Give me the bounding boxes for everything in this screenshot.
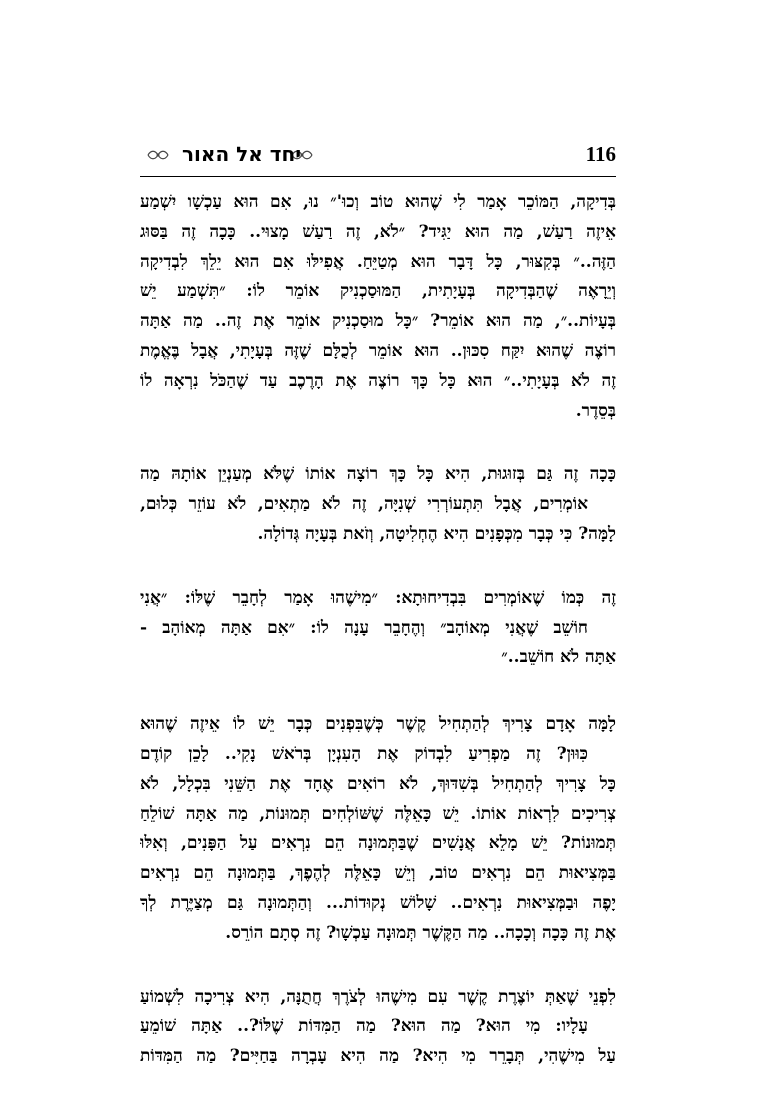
running-title: יחד אל האור [182,142,302,166]
text-line: תְּמוּנוֹת? יֵשׁ מָלֵא אֲנָשִׁים שֶׁבַּתְּמוּנָה הֵם נִרְאִים עַל הַפָּנִים, וְאִלּוּ [140,833,616,854]
text-line: זֶה לֹא בְּעָיָתִי..״ הוּא כָּל כָּךְ רוֹצֶה אֶת הָרֶכֶב עַד שֶׁהַכֹּל נִרְאָה לוֹ [140,370,616,391]
text-line: כָּכָה זֶה גַּם בְּזוּגוּת, הִיא כָּל כָּךְ רוֹצָה אוֹתוֹ שֶׁלֹּא מְעַנְיֵן אוֹתָהּ מַה [140,464,616,485]
text-line: זֶה כְּמוֹ שֶׁאוֹמְרִים בִּבְדִיחוּתָא: ״מִישֶׁהוּ אָמַר לְחָבֵר שֶׁלּוֹ: ״אֲנִי [140,587,616,608]
text-line: אַתָּה לֹא חוֹשֵׁב..״ [501,647,616,668]
text-line: יָפֶה וּבַמְּצִיאוּת נִרְאִים.. שָׁלוֹשׁ נְקוּדוֹת... וְהַתְּמוּנָה גַּם מְצַיֶּרֶת לְךָ [140,892,616,913]
text-line: הַזֶּה..״ בְּקִצּוּר, כָּל דָּבָר הוּא מְטַיֵּחַ. אֲפִילּוּ אִם הוּא יֵלֵךְ לִבְדִיקָה [140,251,616,272]
paragraph [140,710,616,948]
page-number: 116 [585,142,616,166]
text-line: עָלָיו: מִי הוּא? מַה הוּא? מַה הַמִּדּוֹת שֶׁלּוֹ?.. אַתָּה שׁוֹמֵעַ [140,1016,588,1037]
text-line: חוֹשֵׁב שֶׁאֲנִי מְאוֹהָב״ וְהֶחָבֵר עָנָה לוֹ: ״אִם אַתָּה מְאוֹהָב - [140,617,588,638]
text-line: וְיֵרָאֶה שֶׁהַבְּדִיקָה בְּעָיָתִית, הַמּוּסַכְנִיק אוֹמֵר לוֹ: ״תִּשְׁמַע יֵשׁ [140,281,616,302]
text-line: אֵיזֶה רַעַשׁ, מַה הוּא יַגִּיד? ״לֹא, זֶה רַעַשׁ מָצוּי.. כָּכָה זֶה בַּסּוּג [140,221,616,242]
text-line: בְּדִיקָה, הַמּוֹכֵר אָמַר לִי שֶׁהוּא טוֹב וְכוּ'״ נוּ, אִם הוּא עַכְשָׁו יִשְׁמַע [140,192,616,212]
paragraph [140,983,616,1072]
page-header [140,140,616,170]
header-rule [140,176,616,177]
text-line: כִּוּוּן? זֶה מַפְרִיעַ לִבְדוֹק אֶת הָעִנְיָן בְּרֹאשׁ נָקִי.. לָכֵן קוֹדֶם [140,743,588,764]
paragraph [140,188,616,426]
paragraph [140,460,616,549]
page-body [140,188,616,1072]
text-line: בְּסֵדֶר. [575,400,616,421]
text-line: כָּל צָרִיךְ לְהַתְחִיל בְּשִׁדּוּךְ, לֹא רוֹאִים אֶחָד אֶת הַשֵּׁנִי בִּכְלָל, לֹא [140,773,616,794]
text-line: רוֹצֶה שֶׁהוּא יִקַּח סִכּוּן.. הוּא אוֹמֵר לְכֻלָּם שֶׁזֶּה בְּעָיָתִי, אֲבָל בֶּאֱמֶת [140,340,616,361]
text-line: אוֹמְרִים, אֲבָל תִּתְעוֹרְרִי שְׁנִיָּה, זֶה לֹא מַתְאִים, לֹא עוֹזֵר כְּלוּם, [140,494,588,515]
text-line: עַל מִישֶׁהִי, תְּבָרֵר מִי הִיא? מַה הִיא עָבְרָה בַּחַיִּים? מַה הַמִּדּוֹת [140,1046,616,1067]
text-line: אֶת זֶה כָּכָה וְכָכָה.. מַה הַקֶּשֶׁר תְּמוּנָה עַכְשָׁו? זֶה סְתָם הוֹרֵס. [225,922,616,943]
flourish-ornament-icon [146,148,170,162]
paragraph [140,584,616,673]
text-line: צְרִיכִים לִרְאוֹת אוֹתוֹ. יֵשׁ כָּאֵלֶּה שֶׁשּׁוֹלְחִים תְּמוּנוֹת, מַה אַתָּה שׁוֹלֵחַ [140,803,616,824]
text-line: בְּעָיוֹת..״, מַה הוּא אוֹמֵר? ״כָּל מוּסַכְנִיק אוֹמֵר אֶת זֶה.. מַה אַתָּה [140,311,616,332]
text-line: לָמָּה? כִּי כְּבָר מִכְּפָנִים הִיא הֶחְלִיטָה, וְזֹאת בְּעָיָה גְּדוֹלָה. [257,523,616,544]
text-line: לִפְנֵי שֶׁאַתְּ יוֹצֶרֶת קֶשֶׁר עִם מִישֶׁהוּ לְצֹרֶךְ חֲתֻנָּה, הִיא צְרִיכָה לִשְׁמוֹעַ [140,986,616,1007]
text-line: בַּמְּצִיאוּת הֵם נִרְאִים טוֹב, וְיֵשׁ כָּאֵלֶּה לְהֶפֶךְ, בַּתְּמוּנָה הֵם נִרְאִים [140,863,616,884]
text-line: לָמָּה אָדָם צָרִיךְ לְהַתְחִיל קֶשֶׁר כְּשֶׁבִּפְנִים כְּבָר יֵשׁ לוֹ אֵיזֶה שֶׁהוּא [140,714,616,735]
